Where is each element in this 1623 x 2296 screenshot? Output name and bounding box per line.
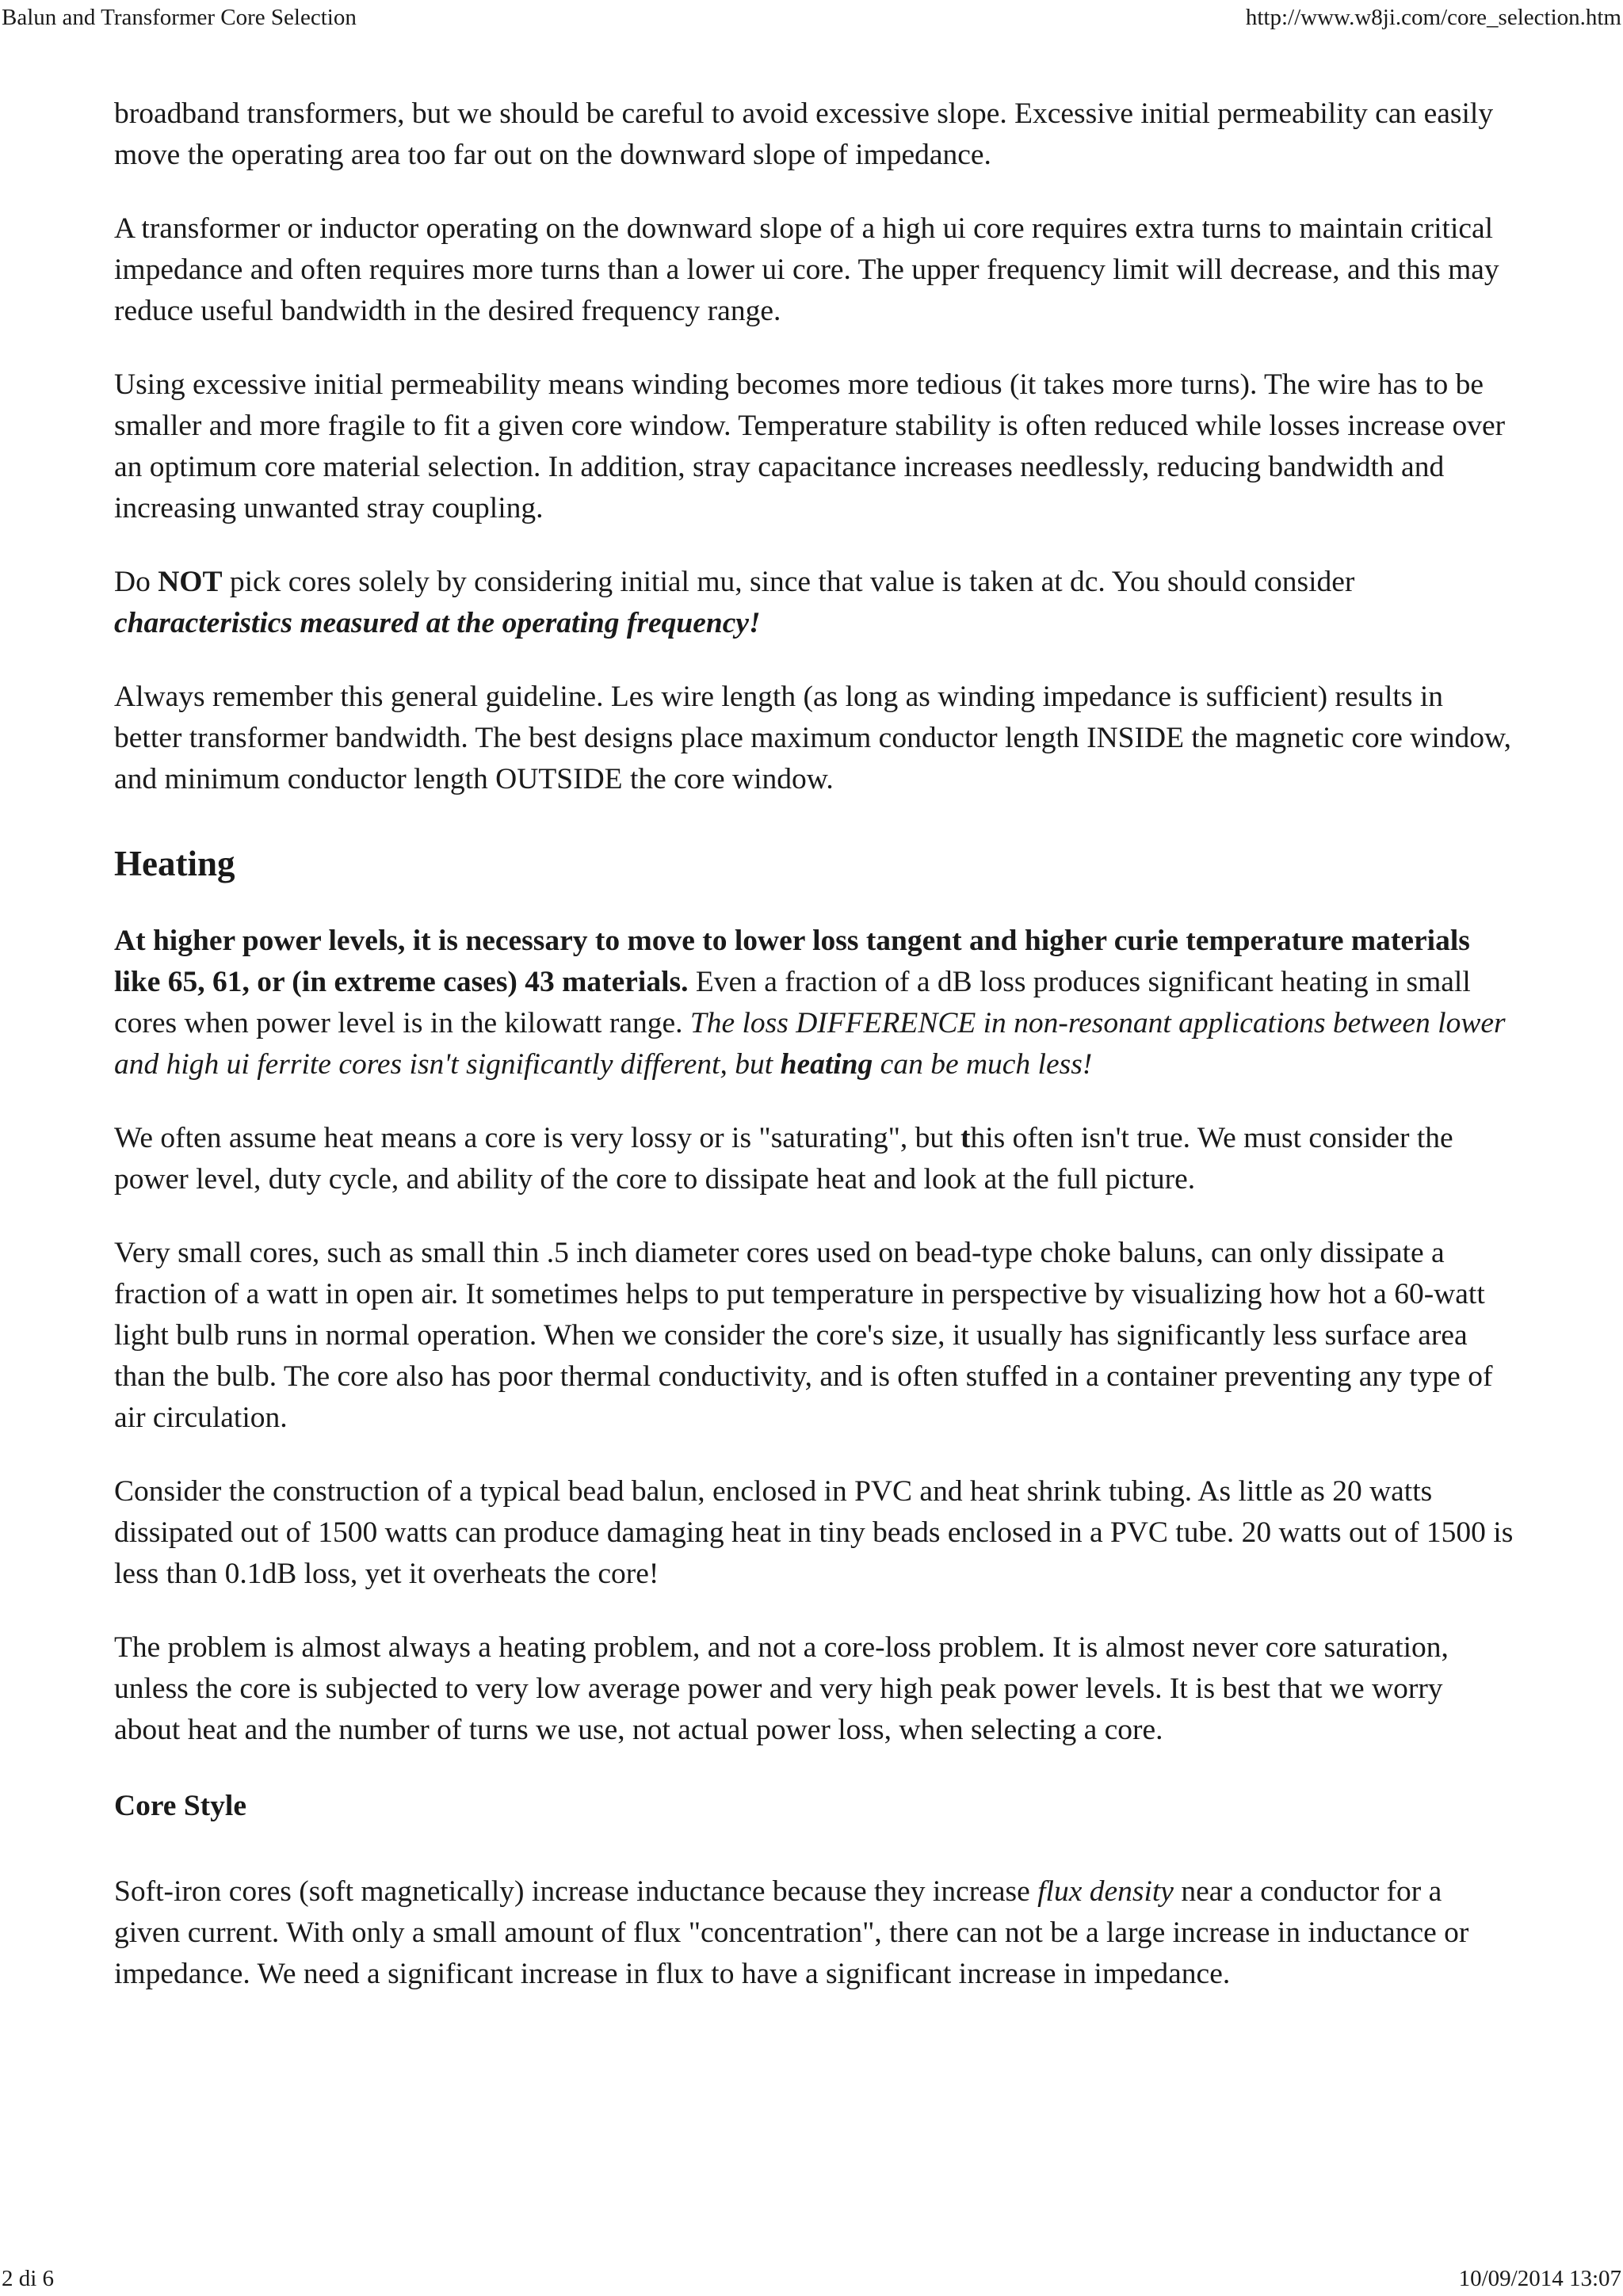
paragraph-wire-length: Always remember this general guideline. Les wire length (as long as winding impedance is sufficient) results in better transformer bandwidth. The best designs place maximum conductor length INSIDE the magnetic core window, and minimum conductor length OUTSIDE the core window.: [114, 681, 1512, 795]
paragraph-downward-slope: A transformer or inductor operating on the downward slope of a high ui core requires extra turns to maintain critical impedance and often requires more turns than a lower ui core. The upper frequency limit will decrease, and this may reduce useful bandwidth in the desired frequency range.: [114, 212, 1499, 327]
print-datetime: 10/09/2014 13:07: [1458, 2266, 1621, 2291]
section-heading-heating: Heating: [114, 844, 235, 883]
paragraph-heat-assumption: We often assume heat means a core is very lossy or is "saturating", but this often isn't true. We must consider the power level, duty cycle, and ability of the core to dissipate heat and look at the full picture.: [114, 1122, 1453, 1196]
paragraph-excessive-permeability: Using excessive initial permeability means winding becomes more tedious (it takes more turns). The wire has to be smaller and more fragile to fit a given core window. Temperature stability is often reduced while losses increase over an optimum core material selection. In addition, stray capacitance increases needlessly, reducing bandwidth and increasing unwanted stray coupling.: [114, 368, 1506, 524]
emphasis-heating: heating: [780, 1048, 873, 1081]
paragraph-initial-mu: Do NOT pick cores solely by considering initial mu, since that value is taken at dc. You should consider characteristics measured at the operating frequency!: [114, 566, 1355, 639]
paragraph-slope: broadband transformers, but we should be careful to avoid excessive slope. Excessive initial permeability can easily move the operating area too far out on the downward slope of impedance.: [114, 97, 1494, 171]
page-title: Balun and Transformer Core Selection: [2, 5, 357, 30]
article-body: [114, 93, 1514, 2027]
paragraph-bead-balun: Consider the construction of a typical bead balun, enclosed in PVC and heat shrink tubing. As little as 20 watts dissipated out of 1500 watts can produce damaging heat in tiny beads enclosed in a PVC tube. 20 watts out of 1500 is less than 0.1dB loss, yet it overheats the core!: [114, 1475, 1514, 1590]
page-number: 2 di 6: [2, 2266, 55, 2291]
emphasis-materials: At higher power levels, it is necessary to move to lower loss tangent and higher curie temperature materials like 65, 61, or (in extreme cases) 43 materials.: [114, 925, 1470, 998]
paragraph-soft-iron: Soft-iron cores (soft magnetically) increase inductance because they increase flux density near a conductor for a given current. With only a small amount of flux "concentration", there can not be a large increase in inductance or impedance. We need a significant increase in flux to have a significant increase in impedance.: [114, 1875, 1469, 1990]
page-url: http://www.w8ji.com/core_selection.htm: [1245, 5, 1621, 30]
paragraph-power-levels: At higher power levels, it is necessary to move to lower loss tangent and higher curie temperature materials like 65, 61, or (in extreme cases) 43 materials. Even a fraction of a dB loss produces significant heating in small cores when power level is in the kilowatt range. The loss DIFFERENCE in non-resonant applications between lower and high ui ferrite cores isn't significantly different, but heating can be much less!: [114, 925, 1506, 1081]
paragraph-heating-problem: The problem is almost always a heating problem, and not a core-loss problem. It is almost never core saturation, unless the core is subjected to very low average power and very high peak power levels. It is best that we worry about heat and the number of turns we use, not actual power loss, when selecting a core.: [114, 1631, 1449, 1746]
emphasis-not: NOT: [158, 566, 223, 598]
paragraph-small-cores: Very small cores, such as small thin .5 inch diameter cores used on bead-type choke baluns, can only dissipate a fraction of a watt in open air. It sometimes helps to put temperature in perspective by visualizing how hot a 60-watt light bulb runs in normal operation. When we consider the core's size, it usually has significantly less surface area than the bulb. The core also has poor thermal conductivity, and is often stuffed in a container preventing any type of air circulation.: [114, 1237, 1493, 1434]
emphasis-flux-density: flux density: [1037, 1875, 1174, 1908]
print-footer: [0, 2261, 1623, 2296]
section-heading-core-style: Core Style: [114, 1790, 246, 1822]
emphasis-operating-frequency: characteristics measured at the operating frequency!: [114, 607, 761, 639]
print-header: [0, 0, 1623, 35]
